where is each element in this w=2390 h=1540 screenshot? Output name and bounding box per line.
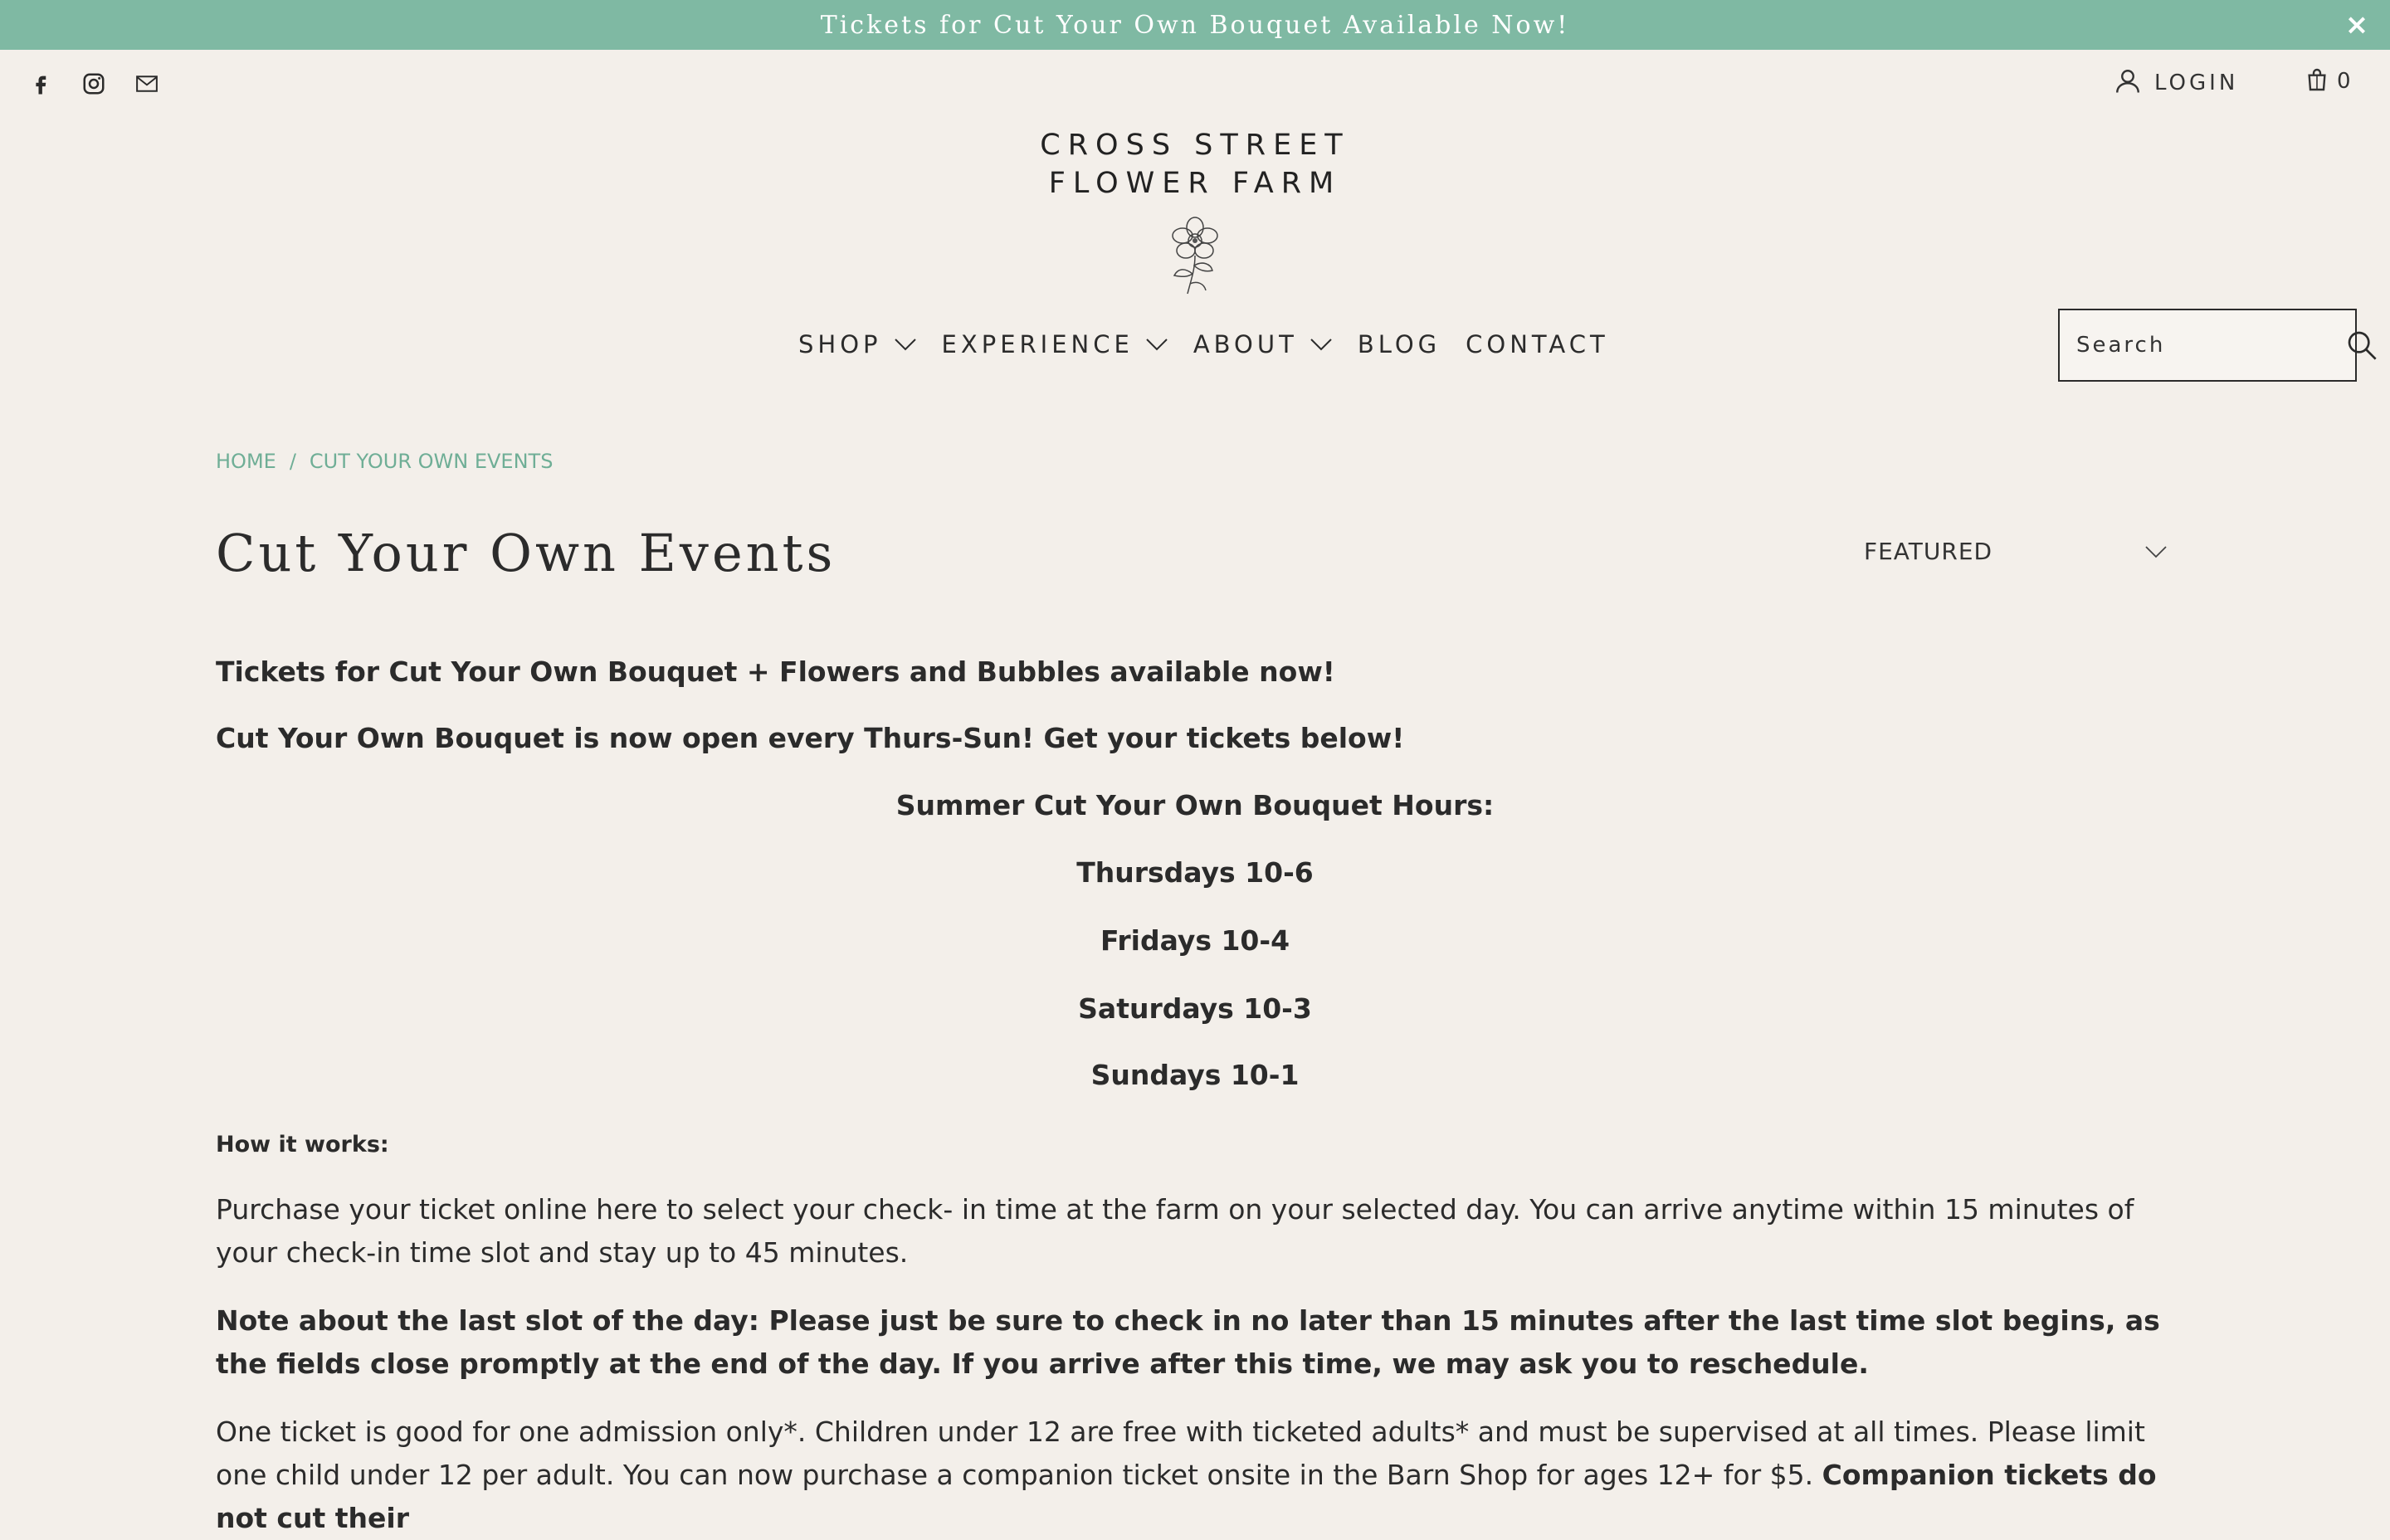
cart-count: 0 — [2337, 69, 2351, 94]
open-days-paragraph: Cut Your Own Bouquet is now open every Thurs-Sun! Get your tickets below! — [216, 722, 1405, 754]
nav-label: SHOP — [798, 330, 882, 358]
shopping-bag-icon — [2304, 66, 2330, 96]
search-icon[interactable] — [2345, 329, 2378, 362]
cart-link[interactable] — [2304, 66, 2351, 96]
close-icon[interactable]: × — [2344, 8, 2369, 41]
announcement-bar — [0, 0, 2390, 50]
announcement-text: Tickets for Cut Your Own Bouquet Available Now! — [820, 10, 1570, 40]
page-title: Cut Your Own Events — [216, 523, 836, 583]
social-links — [25, 68, 163, 100]
logo-line-1: CROSS STREET — [1040, 129, 1350, 162]
sort-dropdown[interactable] — [1864, 538, 2168, 565]
nav-label: EXPERIENCE — [941, 330, 1134, 358]
sort-label: FEATURED — [1864, 538, 1993, 565]
last-slot-note: Note about the last slot of the day: Please just be sure to check in no later than 15 minutes after the last time slot begins, as the fields close promptly at the end of the day. If you arrive after this time, we may ask you to reschedule. — [216, 1304, 2160, 1380]
main-nav — [798, 330, 1609, 358]
breadcrumb-home[interactable]: HOME — [216, 450, 276, 473]
nav-item-contact[interactable] — [1466, 330, 1609, 358]
hours-friday: Fridays 10-4 — [1100, 924, 1290, 957]
mail-icon[interactable] — [131, 68, 163, 100]
nav-label: BLOG — [1357, 330, 1441, 358]
nav-item-shop[interactable] — [798, 330, 917, 358]
ticket-text: One ticket is good for one admission only*. Children under 12 are free with ticketed adults* and must be supervised at all times. Please limit one child under 12 per adult. You can now purchase a companion ticket onsite in the Barn Shop for ages 12+ for $5. — [216, 1416, 2145, 1491]
nav-item-blog[interactable] — [1358, 330, 1441, 358]
chevron-down-icon — [894, 338, 917, 351]
hours-saturday: Saturdays 10-3 — [1078, 992, 1312, 1025]
breadcrumb — [216, 450, 553, 473]
hours-sunday: Sundays 10-1 — [1090, 1059, 1300, 1091]
flower-illustration-icon — [1149, 207, 1241, 299]
instagram-icon[interactable] — [78, 68, 110, 100]
how-it-works-heading: How it works: — [216, 1132, 389, 1157]
facebook-icon[interactable] — [25, 68, 56, 100]
announcement-paragraph: Tickets for Cut Your Own Bouquet + Flowers and Bubbles available now! — [216, 655, 1335, 688]
ticket-text-bold: Companion tickets do not cut their — [216, 1459, 2157, 1534]
user-icon — [2113, 66, 2143, 100]
logo-line-2: FLOWER FARM — [1048, 167, 1342, 200]
hours-thursday: Thursdays 10-6 — [1076, 856, 1314, 889]
login-link[interactable] — [2113, 66, 2238, 100]
chevron-down-icon — [1310, 338, 1333, 351]
login-label: LOGIN — [2154, 71, 2239, 95]
ticket-paragraph — [216, 1411, 2174, 1540]
nav-item-about[interactable] — [1193, 330, 1333, 358]
breadcrumb-current[interactable]: CUT YOUR OWN EVENTS — [309, 450, 554, 473]
search-input[interactable] — [2076, 333, 2345, 358]
purchase-paragraph: Purchase your ticket online here to select your check- in time at the farm on your selected day. You can arrive anytime within 15 minutes of your check-in time slot and stay up to 45 minutes. — [216, 1193, 2134, 1269]
breadcrumb-separator: / — [289, 450, 296, 473]
search-box — [2058, 309, 2357, 382]
chevron-down-icon — [2144, 544, 2168, 559]
nav-item-experience[interactable] — [942, 330, 1168, 358]
nav-label: ABOUT — [1193, 330, 1298, 358]
chevron-down-icon — [1145, 338, 1168, 351]
nav-label: CONTACT — [1466, 330, 1609, 358]
site-logo[interactable] — [988, 126, 1402, 302]
hours-heading: Summer Cut Your Own Bouquet Hours: — [895, 789, 1495, 821]
